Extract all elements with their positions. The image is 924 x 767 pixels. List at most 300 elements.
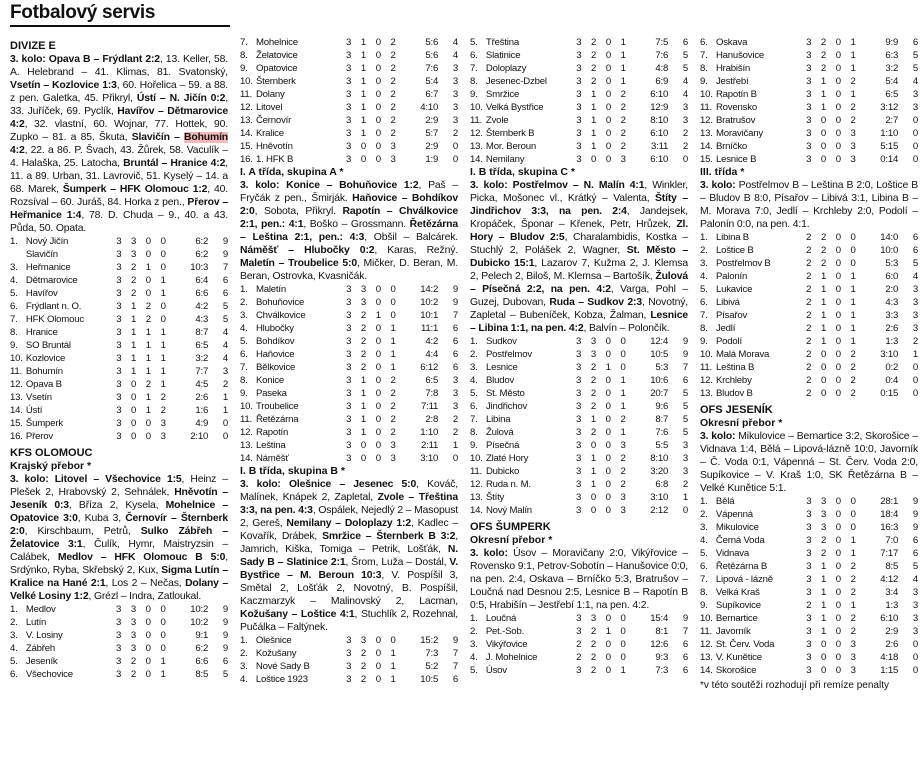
wins-cell: 0 [821,652,827,663]
points-cell: 1 [222,405,228,416]
score-cell: 10:2 [190,617,209,628]
rank-cell: 8. [10,327,18,338]
table-row [240,309,458,322]
score-cell: 7:6 [655,427,669,438]
team-cell: Rapotín [255,427,289,438]
wins-cell: 1 [820,271,827,282]
draws-cell: 0 [835,63,841,74]
losses-cell: 0 [160,643,166,654]
draws-cell: 0 [605,63,611,74]
rank-cell: 6. [470,401,478,412]
points-cell: 5 [682,427,688,438]
losses-cell: 1 [390,648,396,659]
losses-cell: 1 [850,89,856,100]
team-cell: Loučná [485,613,517,624]
played-cell: 3 [116,327,122,338]
rank-cell: 9. [10,340,18,351]
team-cell: SO Bruntál [25,340,71,351]
team-cell: Želatovice [255,50,298,61]
played-cell: 3 [346,375,352,386]
score-cell: 15:4 [650,613,669,624]
losses-cell: 0 [160,604,166,615]
played-cell: 3 [806,76,812,87]
played-cell: 2 [806,323,812,334]
draws-cell: 0 [375,128,381,139]
team-cell: Jeseník [25,656,58,667]
score-cell: 2:6 [885,639,899,650]
score-cell: 7:0 [885,535,899,546]
table-row [470,127,688,140]
rank-cell: 8. [700,323,708,334]
rank-cell: 14. [700,141,713,152]
played-cell: 3 [346,453,352,464]
wins-cell: 2 [360,648,367,659]
rank-cell: 4. [700,535,708,546]
draws-cell: 0 [375,635,381,646]
rank-cell: 15. [700,154,713,165]
table-row [10,417,228,430]
score-cell: 1:3 [885,600,899,611]
points-cell: 3 [912,284,918,295]
played-cell: 2 [806,271,812,282]
wins-cell: 3 [130,236,137,247]
wins-cell: 2 [820,63,827,74]
played-cell: 3 [116,249,122,260]
points-cell: 7 [452,648,458,659]
rank-cell: 1. [240,635,248,646]
draws-cell: 0 [605,50,611,61]
wins-cell: 0 [591,154,597,165]
played-cell: 2 [806,349,812,360]
losses-cell: 0 [620,613,626,624]
table-row [700,651,918,664]
rank-cell: 11. [700,362,713,373]
points-cell: 3 [912,323,918,334]
losses-cell: 0 [850,522,856,533]
losses-cell: 3 [850,128,856,139]
played-cell: 2 [806,600,812,611]
losses-cell: 3 [620,440,626,451]
score-cell: 6:3 [885,50,899,61]
team-cell: Řetězárna [255,414,299,425]
rank-cell: 6. [10,301,18,312]
rank-cell: 6. [470,50,478,61]
played-cell: 3 [806,587,812,598]
wins-cell: 2 [820,245,827,256]
rank-cell: 8. [700,63,708,74]
wins-cell: 2 [590,362,596,373]
draws-cell: 0 [375,154,381,165]
standings-table [700,495,918,677]
losses-cell: 0 [160,262,166,273]
table-row [470,101,688,114]
rank-cell: 13. [700,652,713,663]
team-cell: Třeština [485,37,519,48]
score-cell: 10:3 [190,262,209,273]
losses-cell: 2 [390,115,396,126]
draws-cell: 0 [375,375,381,386]
points-cell: 9 [452,635,458,646]
team-cell: Jesenec-Dzbel [485,76,547,87]
played-cell: 3 [116,617,122,628]
played-cell: 3 [346,115,352,126]
table-row [700,361,918,374]
wins-cell: 3 [130,249,137,260]
rank-cell: 12. [470,479,483,490]
points-cell: 3 [452,388,458,399]
draws-cell: 0 [605,115,611,126]
table-row [10,629,228,642]
wins-cell: 0 [130,392,137,403]
losses-cell: 0 [620,349,626,360]
team-cell: Zábřeh [25,643,56,654]
losses-cell: 2 [620,466,626,477]
losses-cell: 1 [620,63,626,74]
losses-cell: 1 [850,600,856,611]
table-row [700,322,918,335]
score-cell: 3:20 [650,466,669,477]
losses-cell: 1 [850,284,856,295]
score-cell: 8:10 [650,453,669,464]
table-row [470,361,688,374]
team-cell: Malá Morava [715,349,770,360]
losses-cell: 2 [850,388,856,399]
wins-cell: 3 [360,635,367,646]
table-row [470,612,688,625]
played-cell: 3 [576,414,582,425]
wins-cell: 3 [130,617,136,628]
draws-cell: 0 [375,102,381,113]
draws-cell: 0 [835,600,841,611]
match-results-text: 3. kolo: Postřelmov – N. Malín 4:1, Winkler, Picka, Mošonec vl., Krátký – Valenta, Štíty – Jindřichov 3:3, na pen. 2:4, Jandejsek, Kropáček, Šponar – Křenek, Petr, Hrůzek, Zl. Hory – Bludov 2:5, Charalambidis, Kostka – Stuchlý 2, Polášek 2, Wagner, St. Město – Dubicko 15:1, Lazarov 7, Kužma 2, J. Klemsa 2, Pelech 2, Biloš, M. Klemsa – Bartošík, Žulová – Písečná 2:2, na pen. 4:2, Varga, Pohl – Guzej, Dubovan, Ruda – Sudkov 2:3, Novotný, Zapletal – Bubeníček, Kobza, Žalman, Lesnice – Libina 1:1, na pen. 4:2, Balvín – Polončík. [470,180,688,334]
score-cell: 4:12 [880,574,899,585]
draws-cell: 0 [375,674,381,685]
draws-cell: 0 [835,102,841,113]
rank-cell: 9. [700,76,708,87]
losses-cell: 0 [850,245,856,256]
played-cell: 2 [806,375,812,386]
rank-cell: 2. [470,349,478,360]
team-cell: Lesnice B [715,154,757,165]
score-cell: 5:7 [425,128,439,139]
played-cell: 3 [116,340,122,351]
losses-cell: 2 [390,102,396,113]
column-4 [700,36,918,692]
losses-cell: 2 [390,89,396,100]
points-cell: 2 [452,427,458,438]
table-row [470,638,688,651]
played-cell: 3 [116,392,122,403]
team-cell: Černá Voda [715,535,765,546]
score-cell: 7:11 [420,401,439,412]
wins-cell: 1 [591,102,597,113]
losses-cell: 1 [160,327,166,338]
losses-cell: 3 [850,665,856,676]
losses-cell: 0 [160,617,166,628]
wins-cell: 1 [360,401,367,412]
table-row [470,413,688,426]
score-cell: 10:1 [420,310,439,321]
score-cell: 12:6 [650,639,669,650]
rank-cell: 4. [700,271,708,282]
rank-cell: 14. [470,154,483,165]
table-row [700,62,918,75]
score-cell: 10:5 [650,349,669,360]
table-row [700,664,918,677]
points-cell: 3 [912,600,918,611]
wins-cell: 2 [130,656,136,667]
page-title: Fotbalový servis [10,2,230,27]
score-cell: 6:10 [650,89,669,100]
wins-cell: 2 [360,661,367,672]
points-cell: 0 [912,154,918,165]
played-cell: 3 [576,128,582,139]
draws-cell: 1 [605,626,611,637]
draws-cell: 0 [375,336,381,347]
wins-cell: 1 [360,89,366,100]
table-row [10,642,228,655]
draws-cell: 0 [835,535,841,546]
played-cell: 2 [806,362,812,373]
losses-cell: 0 [390,284,396,295]
team-cell: Dětmarovice [25,275,78,286]
score-cell: 2:7 [885,115,899,126]
losses-cell: 2 [620,453,626,464]
played-cell: 3 [346,141,352,152]
points-cell: 4 [912,271,918,282]
points-cell: 2 [682,479,688,490]
table-row [700,244,918,257]
standings-table [470,36,688,166]
played-cell: 2 [806,388,812,399]
score-cell: 1:10 [420,427,439,438]
played-cell: 3 [806,50,812,61]
table-row [700,36,918,49]
draws-cell: 0 [375,297,381,308]
losses-cell: 2 [620,141,626,152]
rank-cell: 11. [240,89,253,100]
table-row [240,413,458,426]
score-cell: 0:14 [880,154,899,165]
wins-cell: 0 [820,154,827,165]
losses-cell: 1 [850,37,856,48]
draws-cell: 0 [145,669,151,680]
losses-cell: 2 [620,89,626,100]
table-row [470,478,688,491]
losses-cell: 0 [160,236,166,247]
wins-cell: 1 [590,453,596,464]
rank-cell: 10. [700,349,713,360]
table-row [700,270,918,283]
table-row [240,647,458,660]
team-cell: Bludov [485,375,515,386]
rank-cell: 5. [470,37,478,48]
draws-cell: 0 [605,349,611,360]
wins-cell: 0 [821,639,827,650]
score-cell: 3:12 [880,102,899,113]
team-cell: Supíkovice [715,600,761,611]
rank-cell: 3. [470,639,478,650]
score-cell: 6:12 [420,362,439,373]
table-row [470,348,688,361]
score-cell: 6:0 [885,271,899,282]
points-cell: 5 [682,401,688,412]
team-cell: Hanušovice [715,50,765,61]
draws-cell: 0 [835,271,841,282]
wins-cell: 1 [820,89,827,100]
played-cell: 3 [346,76,352,87]
wins-cell: 1 [820,76,827,87]
losses-cell: 1 [850,297,856,308]
team-cell: Postřelmov [485,349,532,360]
wins-cell: 3 [821,522,827,533]
played-cell: 3 [346,401,352,412]
team-cell: Hlubočky [255,323,294,334]
points-cell: 0 [222,418,228,429]
losses-cell: 2 [160,392,166,403]
rank-cell: 8. [240,375,248,386]
match-results-text: 3. kolo: Konice – Bohuňovice 1:2, Paš – Fryčák z pen., Šmirják. Haňovice – Bohdíkov 2:0, Sobota, Přikryl. Rapotín – Chválkovice 2:1, pen.: 4:1, Boško – Grossmann. Řetězárna – Leština 2:1, pen.: 4:3, Obšil – Balcárek. Náměšť – Hlubočky 0:2, Karas, Režný. Maletín – Troubelice 5:0, Mičker, D. Beran, M. Beran, Ostrovka, Kvasničák. [240,180,459,282]
score-cell: 15:2 [420,635,439,646]
losses-cell: 1 [850,271,856,282]
wins-cell: 1 [821,574,827,585]
draws-cell: 0 [605,639,611,650]
draws-cell: 1 [145,262,151,273]
draws-cell: 1 [605,362,611,373]
losses-cell: 1 [850,323,856,334]
wins-cell: 0 [130,431,137,442]
losses-cell: 3 [850,154,856,165]
team-cell: Hranice [25,327,58,338]
played-cell: 3 [576,613,582,624]
rank-cell: 5. [700,284,708,295]
score-cell: 10:5 [420,674,439,685]
played-cell: 3 [116,630,122,641]
losses-cell: 3 [620,492,626,503]
played-cell: 2 [806,310,812,321]
team-cell: V. Losiny [25,630,63,641]
rank-cell: 10. [700,613,713,624]
rank-cell: 7. [700,574,708,585]
losses-cell: 0 [850,496,856,507]
team-cell: Palonín [715,271,748,282]
played-cell: 3 [576,479,582,490]
played-cell: 2 [576,639,582,650]
score-cell: 7:3 [655,665,669,676]
draws-cell: 0 [835,336,841,347]
team-cell: Leština B [715,362,755,373]
wins-cell: 2 [590,665,597,676]
table-row [240,439,458,452]
table-row [700,387,918,400]
played-cell: 3 [576,665,582,676]
points-cell: 9 [912,522,918,533]
wins-cell: 1 [130,314,137,325]
losses-cell: 1 [160,656,166,667]
losses-cell: 2 [160,405,166,416]
played-cell: 3 [346,37,352,48]
rank-cell: 12. [470,128,483,139]
losses-cell: 0 [620,336,626,347]
points-cell: 0 [222,431,228,442]
points-cell: 9 [222,630,228,641]
rank-cell: 9. [700,336,708,347]
team-cell: Šternberk B [485,128,535,139]
table-row [10,655,228,668]
played-cell: 3 [116,669,122,680]
rank-cell: 12. [700,375,713,386]
wins-cell: 1 [130,353,137,364]
losses-cell: 1 [620,50,626,61]
rank-cell: 7. [700,310,708,321]
wins-cell: 3 [821,496,827,507]
team-cell: Nový Jičín [25,236,69,247]
rank-cell: 10. [470,102,483,113]
points-cell: 9 [222,236,228,247]
table-row [10,339,228,352]
standings-table [10,603,228,681]
draws-cell: 0 [605,414,611,425]
rank-cell: 12. [700,639,713,650]
points-cell: 2 [452,128,458,139]
played-cell: 3 [346,323,352,334]
wins-cell: 2 [590,639,597,650]
played-cell: 3 [576,492,582,503]
wins-cell: 1 [130,301,137,312]
table-row [240,348,458,361]
rank-cell: 3. [10,262,18,273]
team-cell: Bohdíkov [255,336,295,347]
wins-cell: 1 [820,323,827,334]
rank-cell: 5. [470,665,478,676]
score-cell: 4:5 [195,379,209,390]
score-cell: 8:7 [195,327,209,338]
rank-cell: 5. [10,288,18,299]
table-row [700,495,918,508]
table-row [470,504,688,517]
points-cell: 6 [452,349,458,360]
played-cell: 3 [346,310,352,321]
wins-cell: 2 [820,50,827,61]
table-row [700,296,918,309]
team-cell: Krchleby [715,375,752,386]
table-row [700,231,918,244]
wins-cell: 2 [130,262,137,273]
team-cell: Vápenná [715,509,753,520]
rank-cell: 3. [700,522,708,533]
losses-cell: 2 [620,414,626,425]
team-cell: Postřelmov B [715,258,771,269]
losses-cell: 1 [620,427,626,438]
draws-cell: 0 [835,652,841,663]
losses-cell: 1 [160,340,166,351]
team-cell: Kralice [255,128,284,139]
played-cell: 3 [576,362,582,373]
draws-cell: 0 [605,665,611,676]
score-cell: 3:11 [651,141,669,152]
team-cell: Maletín [255,284,286,295]
losses-cell: 2 [850,375,856,386]
played-cell: 3 [116,418,122,429]
played-cell: 3 [116,643,122,654]
rank-cell: 10. [470,453,483,464]
team-cell: St. Město [485,388,525,399]
team-cell: Rovensko [715,102,757,113]
draws-cell: 1 [145,392,151,403]
team-cell: Bernartice [715,613,758,624]
points-cell: 3 [682,453,688,464]
points-cell: 9 [682,613,688,624]
